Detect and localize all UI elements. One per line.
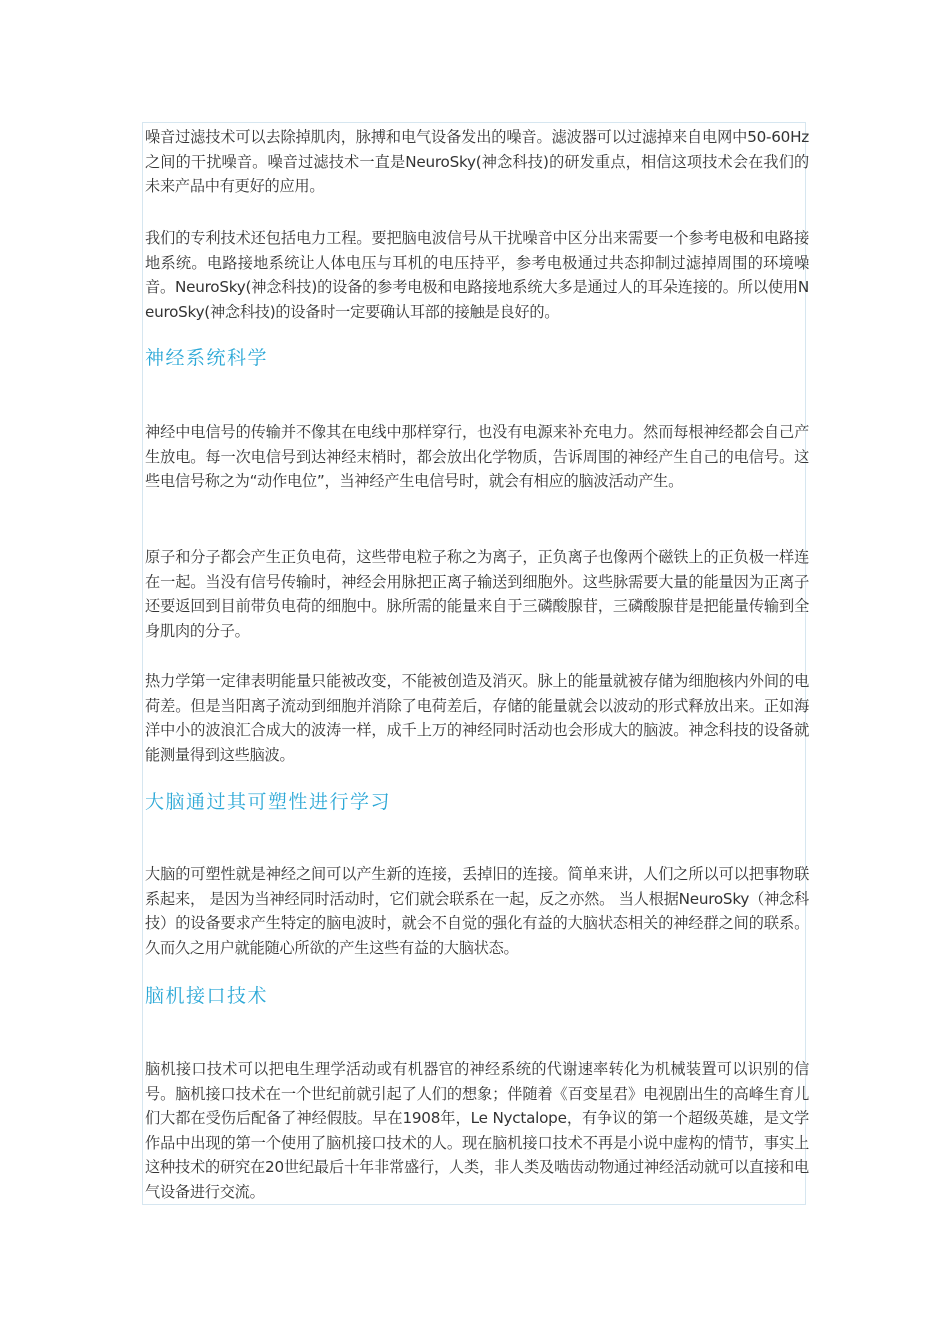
heading-brain-plasticity: 大脑通过其可塑性进行学习: [145, 791, 392, 813]
heading-bci: 脑机接口技术: [145, 985, 269, 1007]
paragraph-electrical-engineering: 我们的专利技术还包括电力工程。要把脑电波信号从干扰噪音中区分出来需要一个参考电极和电路接地系统。电路接地系统让人体电压与耳机的电压持平，参考电极通过共态抑制过滤掉周围的环境噪音。NeuroSky(神念科技)的设备的参考电极和电路接地系统大多是通过人的耳朵连接的。所以使用NeuroSky(神念科技)的设备时一定要确认耳部的接触是良好的。: [145, 229, 809, 321]
heading-neuroscience: 神经系统科学: [145, 347, 269, 369]
paragraph-thermodynamics: 热力学第一定律表明能量只能被改变，不能被创造及消灭。脉上的能量就被存储为细胞核内外间的电荷差。但是当阳离子流动到细胞并消除了电荷差后，存储的能量就会以波动的形式释放出来。正如海洋中小的波浪汇合成大的波涛一样，成千上万的神经同时活动也会形成大的脑波。神念科技的设备就能测量得到这些脑波。: [145, 672, 809, 764]
paragraph-bci: 脑机接口技术可以把电生理学活动或有机器官的神经系统的代谢速率转化为机械装置可以识别的信号。脑机接口技术在一个世纪前就引起了人们的想象；伴随着《百变星君》电视剧出生的高峰生育儿们大都在受伤后配备了神经假肢。早在1908年，Le Nyctalope，有争议的第一个超级英雄，是文学作品中出现的第一个使用了脑机接口技术的人。现在脑机接口技术不再是小说中虚构的情节，事实上这种技术的研究在20世纪最后十年非常盛行，人类，非人类及啮齿动物通过神经活动就可以直接和电气设备进行交流。: [145, 1060, 809, 1201]
paragraph-plasticity: 大脑的可塑性就是神经之间可以产生新的连接，丢掉旧的连接。简单来讲，人们之所以可以把事物联系起来， 是因为当神经同时活动时，它们就会联系在一起，反之亦然。 当人根据NeuroSky（神念科技）的设备要求产生特定的脑电波时，就会不自觉的强化有益的大脑状态相关的神经群之间的联系。久而久之用户就能随心所欲的产生这些有益的大脑状态。: [145, 865, 809, 957]
paragraph-nerve-signals: 神经中电信号的传输并不像其在电线中那样穿行，也没有电源来补充电力。然而每根神经都会自己产生放电。每一次电信号到达神经末梢时，都会放出化学物质，告诉周围的神经产生自己的电信号。这些电信号称之为“动作电位”，当神经产生电信号时，就会有相应的脑波活动产生。: [145, 423, 809, 491]
paragraph-noise-filtering: 噪音过滤技术可以去除掉肌肉，脉搏和电气设备发出的噪音。滤波器可以过滤掉来自电网中50-60Hz之间的干扰噪音。噪音过滤技术一直是NeuroSky(神念科技)的研发重点，相信这项技术会在我们的未来产品中有更好的应用。: [145, 128, 809, 196]
paragraph-ions: 原子和分子都会产生正负电荷，这些带电粒子称之为离子，正负离子也像两个磁铁上的正负极一样连在一起。当没有信号传输时，神经会用脉把正离子输送到细胞外。这些脉需要大量的能量因为正离子还要返回到目前带负电荷的细胞中。脉所需的能量来自于三磷酸腺苷，三磷酸腺苷是把能量传输到全身肌肉的分子。: [145, 548, 809, 640]
